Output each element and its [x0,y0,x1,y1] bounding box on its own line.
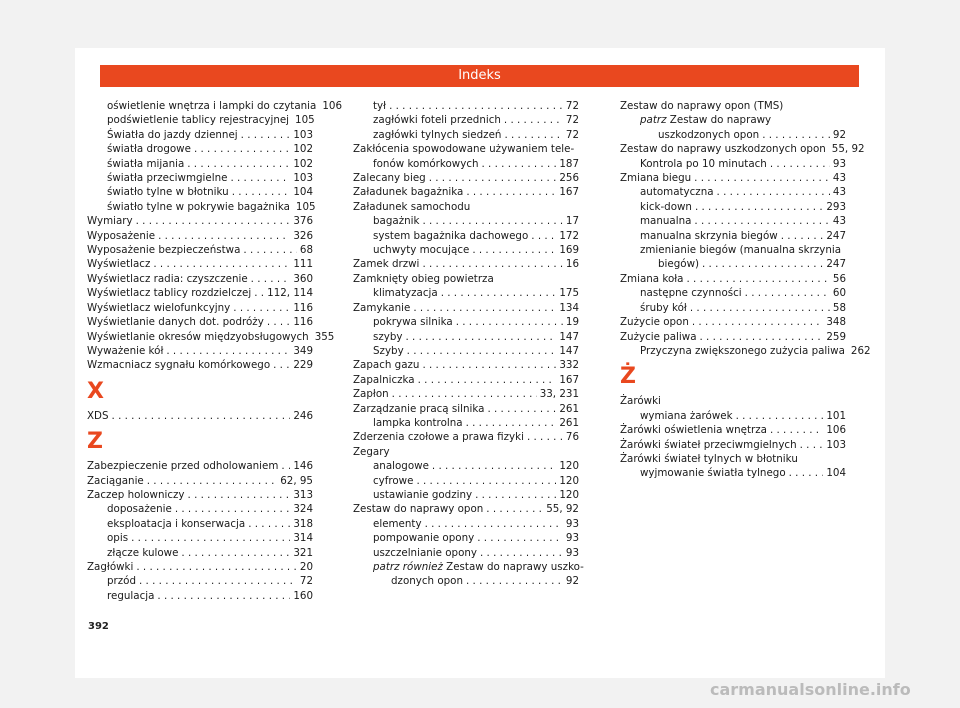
index-entry: Wyświetlanie danych dot. podróży . . . 116 [87,315,313,329]
index-entry: Wzmacniacz sygnału komórkowego . . . 229 [87,358,313,372]
index-entry: Zapach gazu . . . 332 [353,358,579,372]
index-entry: Wyświetlacz wielofunkcyjny . . . 116 [87,301,313,315]
index-entry: Zmiana biegu . . . 43 [620,171,846,185]
index-entry: automatyczna . . . 43 [620,185,846,199]
index-entry: szyby . . . 147 [353,330,579,344]
index-entry: wymiana żarówek . . . 101 [620,409,846,423]
index-entry: Zmiana koła . . . 56 [620,272,846,286]
index-entry-head [353,560,584,574]
index-entry: kick-down . . . 293 [620,200,846,214]
index-entry: Wyważenie kół . . . 349 [87,344,313,358]
section-letter: Z [87,429,103,455]
index-entry: manualna skrzynia biegów . . . 247 [620,229,846,243]
index-entry: Wyświetlacz . . . 111 [87,257,313,271]
index-entry-head [620,113,846,127]
index-column-1 [87,99,342,603]
index-entry-head: Zestaw do naprawy opon (TMS) [620,100,784,112]
index-entry: śruby kół . . . 58 [620,301,846,315]
index-entry: Zabezpieczenie przed odholowaniem . . . 146 [87,459,313,473]
index-entry: światła mijania . . . 102 [87,157,313,171]
index-entry: Zamykanie . . . 134 [353,301,579,315]
index-entry: XDS . . . 246 [87,409,313,423]
index-entry: Wymiary . . . 376 [87,214,313,228]
index-entry: regulacja . . . 160 [87,589,313,603]
index-entry: Wyświetlacz radia: czyszczenie . . . 360 [87,272,313,286]
see-also-label: patrz również [373,561,443,573]
section-letter: X [87,378,104,404]
index-entry: Zapalniczka . . . 167 [353,373,579,387]
index-entry: Zarządzanie pracą silnika . . . 261 [353,402,579,416]
index-entry: Zużycie opon . . . 348 [620,315,846,329]
index-entry: elementy . . . 93 [353,517,579,531]
index-entry: oświetlenie wnętrza i lampki do czytania 106 [107,100,342,112]
index-entry: uszkodzonych opon . . . 92 [620,128,846,142]
index-entry: pokrywa silnika . . . 19 [353,315,579,329]
index-entry: Zderzenia czołowe a prawa fizyki . . . 76 [353,430,579,444]
index-entry: światło tylne w błotniku . . . 104 [87,185,313,199]
index-entry: pompowanie opony . . . 93 [353,531,579,545]
index-entry: zagłówki foteli przednich . . . 72 [353,113,579,127]
section-header: Indeks [100,65,859,87]
index-entry: zagłówki tylnych siedzeń . . . 72 [353,128,579,142]
index-entry: Załadunek bagażnika . . . 167 [353,185,579,199]
section-letter: Ż [620,364,636,390]
index-entry: złącze kulowe . . . 321 [87,546,313,560]
index-entry: Wyświetlacz tablicy rozdzielczej . . . 112, 114 [87,286,313,300]
index-entry-head: Zamknięty obieg powietrza [353,272,494,285]
index-entry: Zaciąganie . . . 62, 95 [87,474,313,488]
index-entry-head: Żarówki świateł tylnych w błotniku [620,452,798,465]
index-entry: Przyczyna zwiększonego zużycia paliwa 262 [640,344,871,357]
index-entry: podświetlenie tablicy rejestracyjnej 105 [107,114,315,127]
index-entry: lampka kontrolna . . . 261 [353,416,579,430]
index-entry: tył . . . 72 [353,99,579,113]
index-entry: przód . . . 72 [87,574,313,588]
index-entry: ustawianie godziny . . . 120 [353,488,579,502]
index-entry: Wyposażenie bezpieczeństwa . . . 68 [87,243,313,257]
index-column-3 [620,99,871,481]
index-entry: Wyposażenie . . . 326 [87,229,313,243]
index-entry: uszczelnianie opony . . . 93 [353,546,579,560]
page-number: 392 [88,621,109,632]
index-entry: wyjmowanie światła tylnego . . . 104 [620,466,846,480]
index-entry: Zamek drzwi . . . 16 [353,257,579,271]
index-entry: światło tylne w pokrywie bagażnika 105 [107,200,316,213]
see-text: Zestaw do naprawy [666,114,772,127]
index-entry: Kontrola po 10 minutach . . . 93 [620,157,846,171]
index-entry: doposażenie . . . 324 [87,502,313,516]
see-label: patrz [640,114,667,127]
index-entry: manualna . . . 43 [620,214,846,228]
index-entry-head: Załadunek samochodu [353,200,471,213]
index-entry: Wyświetlanie okresów międzyobsługowych 355 [87,330,335,343]
index-entry: cyfrowe . . . 120 [353,474,579,488]
index-entry: system bagażnika dachowego . . . 172 [353,229,579,243]
index-entry-head: Zakłócenia spowodowane używaniem tele- [353,143,575,156]
index-entry: bagażnik . . . 17 [353,214,579,228]
index-entry: światła przeciwmgielne . . . 103 [87,171,313,185]
index-entry: fonów komórkowych . . . 187 [353,157,579,171]
index-entry: Żarówki świateł przeciwmgielnych . . . 103 [620,438,846,452]
index-entry: uchwyty mocujące . . . 169 [353,243,579,257]
index-entry: Zagłówki . . . 20 [87,560,313,574]
index-column-2 [353,99,584,589]
index-entry: Światła do jazdy dziennej . . . 103 [87,128,313,142]
index-entry: Zaczep holowniczy . . . 313 [87,488,313,502]
index-entry: Zużycie paliwa . . . 259 [620,330,846,344]
index-entry-head: zmienianie biegów (manualna skrzynia [640,244,842,257]
watermark: carmanualsonline.info [710,680,911,699]
index-entry-head: Zegary [353,445,390,458]
index-entry: analogowe . . . 120 [353,459,579,473]
index-entry: następne czynności . . . 60 [620,286,846,300]
index-entry: Szyby . . . 147 [353,344,579,358]
index-entry: Zestaw do naprawy opon . . . 55, 92 [353,502,579,516]
index-entry: Zapłon . . . 33, 231 [353,387,579,401]
see-also-text: Zestaw do naprawy uszko- [442,561,584,573]
index-entry: eksploatacja i konserwacja . . . 318 [87,517,313,531]
index-entry: Żarówki oświetlenia wnętrza . . . 106 [620,423,846,437]
index-entry: dzonych opon . . . 92 [353,574,579,588]
index-entry: biegów) . . . 247 [620,257,846,271]
index-entry-head: Żarówki [620,395,661,408]
index-entry: opis . . . 314 [87,531,313,545]
index-entry: Zestaw do naprawy uszkodzonych opon 55, 92 [620,143,865,156]
index-entry: Zalecany bieg . . . 256 [353,171,579,185]
index-entry: światła drogowe . . . 102 [87,142,313,156]
index-entry: klimatyzacja . . . 175 [353,286,579,300]
